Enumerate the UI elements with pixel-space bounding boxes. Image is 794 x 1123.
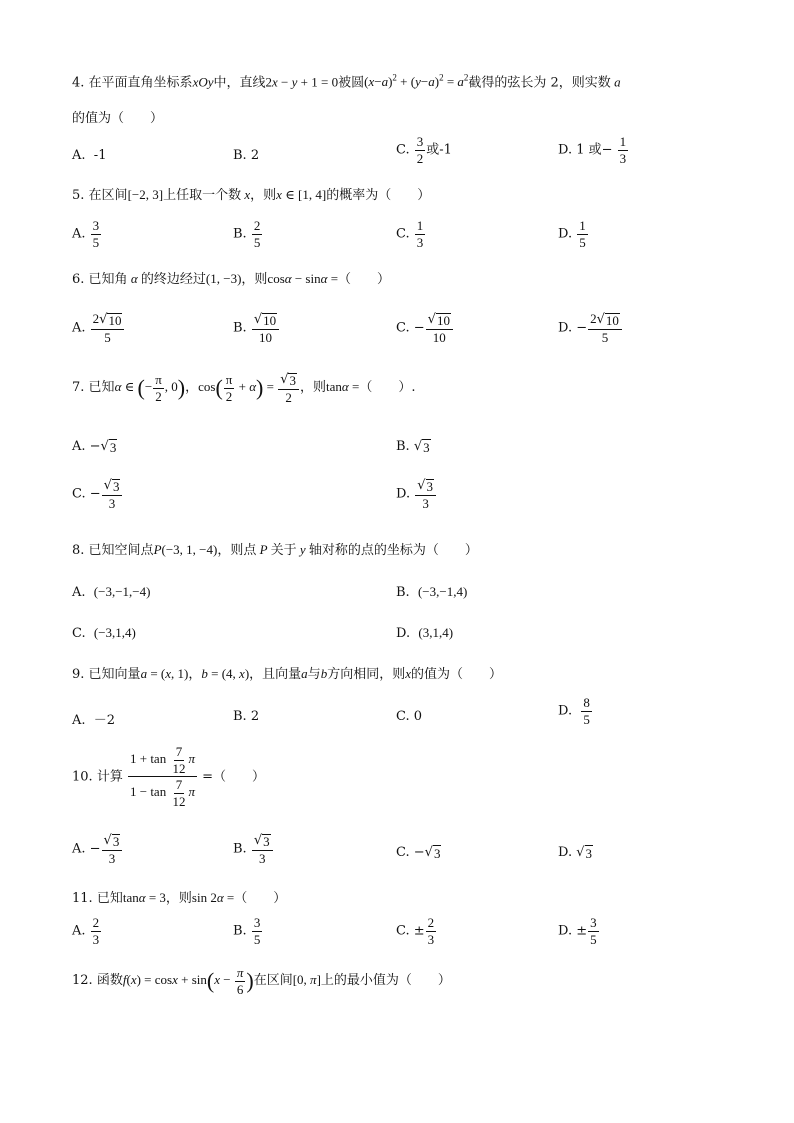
question-6: 6. 已知角 α 的终边经过(1, −3)，则cosα − sinα =（ ） <box>72 271 391 287</box>
q5-option-d[interactable]: D. $\frac{1}{5}$ <box>558 218 586 250</box>
q10-option-c[interactable]: C. − √ 3 <box>396 845 441 861</box>
q7-option-b[interactable]: B. √ 3 <box>396 439 430 455</box>
q6-option-d[interactable]: D. − 2 √ 10 5 <box>558 312 623 344</box>
q9-option-c[interactable]: C. 0 <box>396 709 423 724</box>
question-9: 9. 已知向量a = (x, 1)，b = (4, x)，且向量a与b方向相同，则x的值为（ ） <box>72 666 502 682</box>
q4-option-b[interactable]: B. 2 <box>233 148 260 163</box>
question-number: 4. <box>72 75 85 91</box>
q10-option-b[interactable]: B. √ 3 3 <box>233 833 274 865</box>
question-11: 11. 已知tanα = 3，则sin 2α =（ ） <box>72 890 287 906</box>
q9-option-b[interactable]: B. 2 <box>233 709 260 724</box>
q8-option-a[interactable]: A. (−3,−1,−4) <box>72 584 151 600</box>
q9-option-a[interactable]: A. －2 <box>72 713 116 728</box>
q4-option-c[interactable]: C. $\frac{3}{2}$ 或-1 <box>396 134 452 166</box>
q10-option-a[interactable]: A. − √ 3 3 <box>72 833 123 865</box>
q4-option-d[interactable]: D. 1 或− $\frac{1}{3}$ <box>558 134 627 166</box>
question-8: 8. 已知空间点P(−3, 1, −4)，则点 P 关于 y 轴对称的点的坐标为（ ） <box>72 542 478 558</box>
q8-option-b[interactable]: B. (−3,−1,4) <box>396 584 468 600</box>
q8-option-c[interactable]: C. (−3,1,4) <box>72 625 136 641</box>
question-7: 7. 已知α ∈ (− $\frac{\pi}{2}$ , 0)，cos( $\frac{\pi}{2}$ + α) = √ 3 2 ，则tanα =（ ）. <box>72 372 416 405</box>
q7-option-d[interactable]: D. √ 3 3 <box>396 478 437 510</box>
question-5: 5. 在区间[−2, 3]上任取一个数 x，则x ∈ [1, 4]的概率为（ ） <box>72 187 431 203</box>
question-4: 4. 在平面直角坐标系xOy中，直线2x − y + 1 = 0被圆$(x-a)^2 + (y-a)^2 = a^2$截得的弦长为 2，则实数 a <box>72 73 621 91</box>
q6-option-c[interactable]: C. − √ 10 10 <box>396 312 454 344</box>
q7-option-a[interactable]: A. − √ 3 <box>72 439 117 455</box>
q4-option-a[interactable]: A. -1 <box>72 148 107 163</box>
q9-option-d[interactable]: D. $\frac{8}{5}$ <box>558 695 590 727</box>
question-12: 12. 函数f(x) = cosx + sin(x − $\frac{\pi}{6}$ )在区间[0, π]上的最小值为（ ） <box>72 965 451 997</box>
q11-option-d[interactable]: D. ± $\frac{3}{5}$ <box>558 915 597 947</box>
q10-option-d[interactable]: D. √ 3 <box>558 845 593 861</box>
q11-option-b[interactable]: B. $\frac{3}{5}$ <box>233 915 261 947</box>
question-4-line2: 的值为（ ） <box>72 111 164 126</box>
q8-option-d[interactable]: D. (3,1,4) <box>396 625 454 641</box>
q6-option-a[interactable]: A. 2 √ 10 5 <box>72 312 125 344</box>
q11-option-c[interactable]: C. ± $\frac{2}{3}$ <box>396 915 435 947</box>
q11-option-a[interactable]: A. $\frac{2}{3}$ <box>72 915 100 947</box>
q5-option-b[interactable]: B. $\frac{2}{5}$ <box>233 218 261 250</box>
q7-option-c[interactable]: C. − √ 3 3 <box>72 478 123 510</box>
q5-option-c[interactable]: C. $\frac{1}{3}$ <box>396 218 424 250</box>
q6-option-b[interactable]: B. √ 10 10 <box>233 312 280 344</box>
q5-option-a[interactable]: A. $\frac{3}{5}$ <box>72 218 100 250</box>
question-10: 10. 计算 1 + tan $\frac{7}{12}$ π 1 − tan $\frac{7}{12}$ π =（ ） <box>72 744 266 809</box>
